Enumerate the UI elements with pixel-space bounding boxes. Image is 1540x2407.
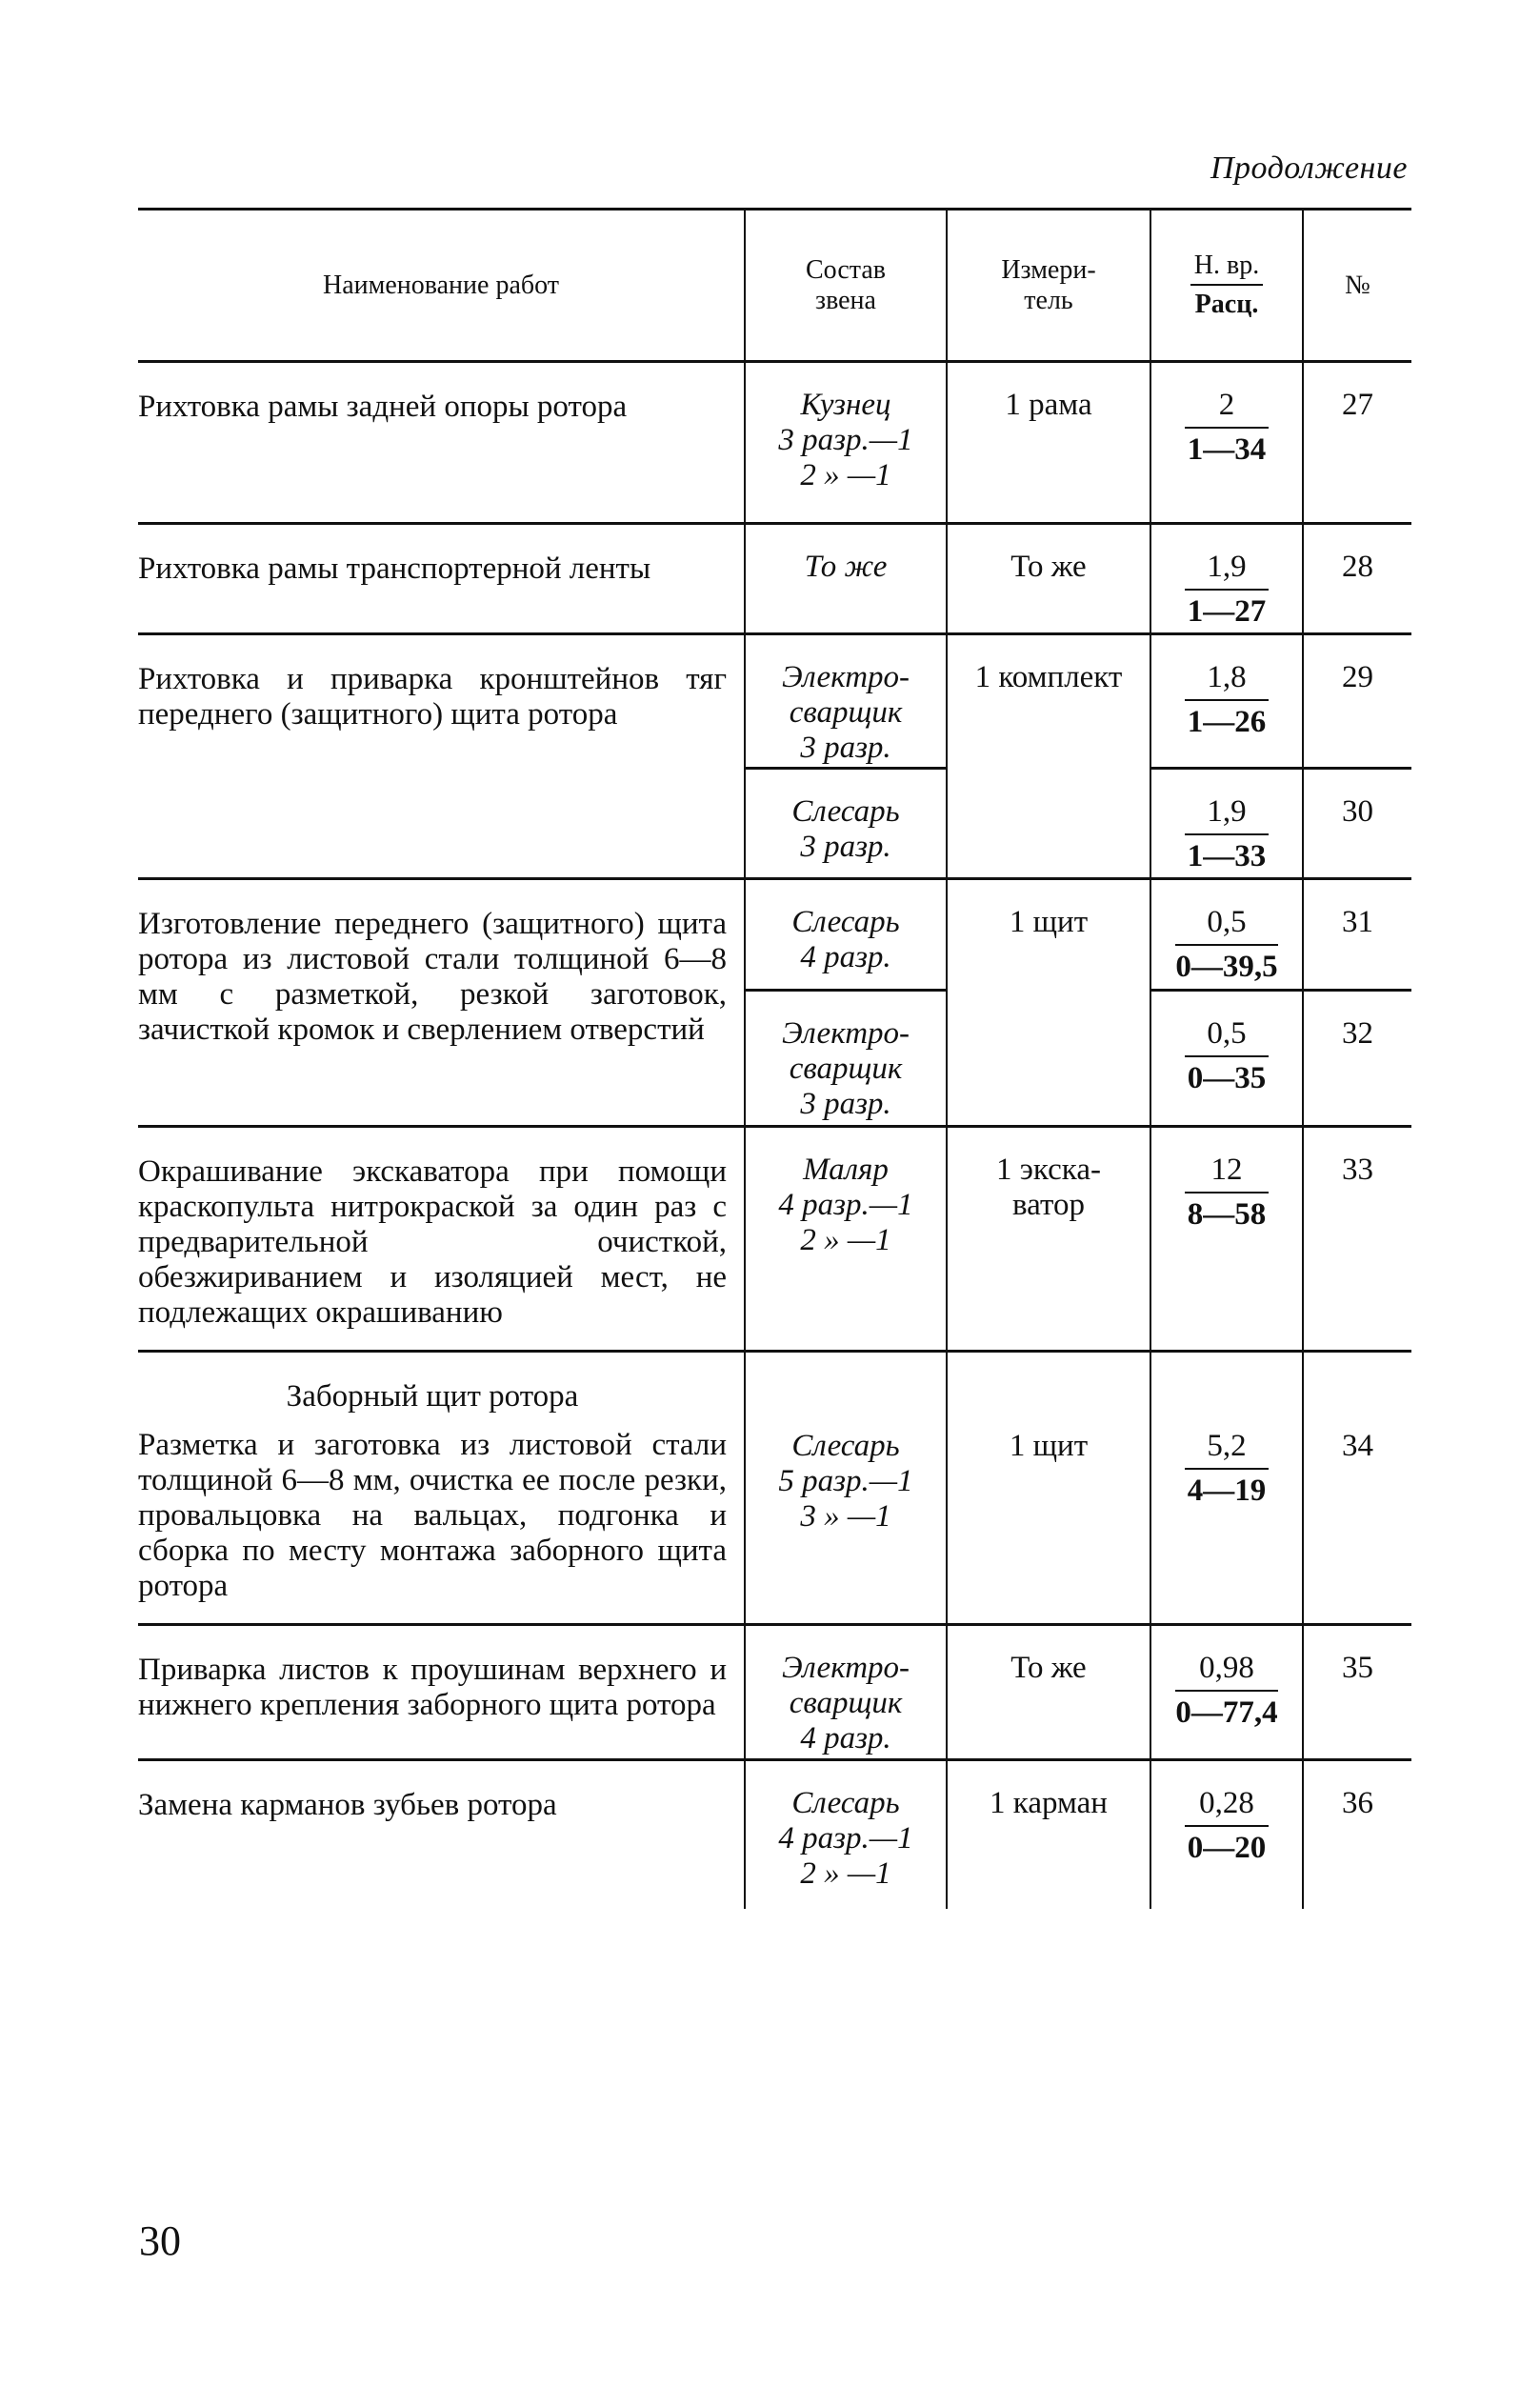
rate-cell: $\frac{5,2}{4—19}$	[1150, 1352, 1303, 1625]
unit-cell: То же	[947, 524, 1150, 634]
table-header	[138, 210, 1411, 362]
table-row	[138, 879, 1411, 991]
table-row	[138, 1352, 1411, 1625]
table-row	[138, 524, 1411, 634]
rate-cell: $\frac{0,5}{0—39,5}$	[1150, 879, 1303, 991]
rate-cell: $\frac{0,5}{0—35}$	[1150, 991, 1303, 1127]
unit-cell: 1 рама	[947, 362, 1150, 524]
unit-cell: 1 комплект	[947, 634, 1150, 879]
row-number: 30	[1303, 769, 1411, 879]
header-rate: Н. вр. Расц.	[1150, 210, 1303, 362]
row-number: 35	[1303, 1625, 1411, 1760]
rate-cell: $\frac{1,9}{1—27}$	[1150, 524, 1303, 634]
header-unit: Измери- тель	[947, 210, 1150, 362]
norms-table	[138, 208, 1411, 1909]
crew-cell: Слесарь 4 разр.	[745, 879, 947, 991]
header-number: №	[1303, 210, 1411, 362]
table-row	[138, 1625, 1411, 1760]
crew-cell: Электро- сварщик 3 разр.	[745, 634, 947, 769]
unit-cell: 1 щит	[947, 879, 1150, 1127]
page-number: 30	[139, 2217, 181, 2264]
row-number: 36	[1303, 1760, 1411, 1910]
crew-cell: Маляр 4 разр.—1 2 » —1	[745, 1127, 947, 1352]
unit-cell: То же	[947, 1625, 1150, 1760]
crew-cell: Слесарь 4 разр.—1 2 » —1	[745, 1760, 947, 1910]
crew-cell: Слесарь 5 разр.—1 3 » —1	[745, 1352, 947, 1625]
rate-cell: $\frac{2}{1—34}$	[1150, 362, 1303, 524]
table-row	[138, 362, 1411, 524]
table-row	[138, 1760, 1411, 1910]
row-number: 27	[1303, 362, 1411, 524]
continuation-label: Продолжение	[1210, 150, 1408, 186]
header-work: Наименование работ	[138, 210, 745, 362]
rate-cell: $\frac{0,28}{0—20}$	[1150, 1760, 1303, 1910]
work-name: Окрашивание экскаватора при помощи краскопульта нитрокраской за один раз с предварительной очисткой, обезжириванием и изоляцией мест, не подлежащих окрашиванию	[138, 1127, 745, 1352]
unit-cell: 1 карман	[947, 1760, 1150, 1910]
work-name: Приварка листов к проушинам верхнего и нижнего крепления заборного щита ротора	[138, 1625, 745, 1760]
row-number: 34	[1303, 1352, 1411, 1625]
row-number: 33	[1303, 1127, 1411, 1352]
crew-cell: Слесарь 3 разр.	[745, 769, 947, 879]
work-name: Замена карманов зубьев ротора	[138, 1760, 745, 1910]
work-name: Изготовление переднего (защитного) щита ротора из листовой стали толщиной 6—8 мм с разметкой, резкой заготовок, зачисткой кромок и сверлением отверстий	[138, 879, 745, 1127]
crew-cell: Электро- сварщик 4 разр.	[745, 1625, 947, 1760]
work-name: Рихтовка рамы транспортерной ленты	[138, 524, 745, 634]
work-name: Заборный щит ротора Разметка и заготовка из листовой стали толщиной 6—8 мм, очистка ее после резки, провальцовка на вальцах, подгонка и сборка по месту монтажа заборного щита ротора	[138, 1352, 745, 1625]
row-number: 29	[1303, 634, 1411, 769]
row-number: 32	[1303, 991, 1411, 1127]
crew-cell: Кузнец 3 разр.—1 2 » —1	[745, 362, 947, 524]
rate-cell: $\frac{12}{8—58}$	[1150, 1127, 1303, 1352]
table-row	[138, 1127, 1411, 1352]
crew-cell: Электро- сварщик 3 разр.	[745, 991, 947, 1127]
work-name: Рихтовка рамы задней опоры ротора	[138, 390, 628, 424]
row-number: 28	[1303, 524, 1411, 634]
crew-cell: То же	[745, 524, 947, 634]
unit-cell: 1 экска- ватор	[947, 1127, 1150, 1352]
rate-cell: $\frac{1,9}{1—33}$	[1150, 769, 1303, 879]
row-number: 31	[1303, 879, 1411, 991]
work-name: Рихтовка и приварка кронштейнов тяг переднего (защитного) щита ротора	[138, 634, 745, 879]
rate-cell: $\frac{0,98}{0—77,4}$	[1150, 1625, 1303, 1760]
section-subheading: Заборный щит ротора	[286, 1379, 579, 1414]
table-row	[138, 634, 1411, 769]
rate-cell: $\frac{1,8}{1—26}$	[1150, 634, 1303, 769]
unit-cell: 1 щит	[947, 1352, 1150, 1625]
header-crew: Состав звена	[745, 210, 947, 362]
